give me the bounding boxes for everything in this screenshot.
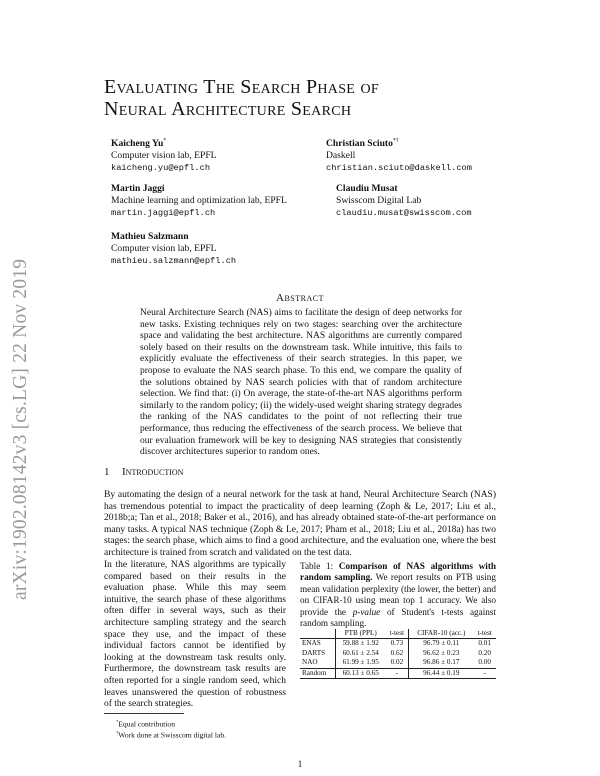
table-cell: 0.73 [390,639,404,648]
footnote-text: Equal contribution [118,719,176,729]
table-caption [300,561,496,629]
footnote-text: Work done at Swisscom digital lab. [118,730,227,740]
author-email[interactable]: kaicheng.yu@epfl.ch [111,163,211,174]
table-row [300,649,496,658]
title-line-2: Neural Architecture Search [104,98,352,120]
table-caption-italic: p-value [352,606,381,617]
table-cell: 96.62 ± 0.23 [409,649,474,658]
table-cell: - [473,668,496,678]
table-cell: 0.00 [478,658,491,667]
author-name: Claudiu Musat [336,183,398,194]
table-cell: 0.62 [390,648,404,657]
author-block-5 [111,231,236,267]
table-caption-text-end: of Student's t-tests against random sampling. [300,606,496,629]
table-cell: 61.99 ± 1.95 [335,658,385,668]
table-caption-label: Table 1: [300,561,334,571]
author-block-1 [111,135,217,174]
author-block-4 [336,183,472,219]
intro-paragraph-2: In the literature, NAS algorithms are typically compared based on their results in the evaluation phase. While this may seem intuitive, the search phase of these algorithms often differ in several ways, such as their architecture sampling strategy and the search space they use, and the impact of these individual factors cannot be identified by looking at the downstream task results only. Furthermore, the downstream task results are often reported for a single random seed, which leaves unanswered the question of robustness of the search strategies. [104,560,286,710]
author-name: Kaicheng Yu [111,138,164,150]
section-number: 1 [104,466,110,478]
author-email[interactable]: christian.sciuto@daskell.com [326,163,472,174]
table-cell: - [386,668,409,678]
table-cell: 0.20 [478,648,491,657]
table-cell: 60.13 ± 0.65 [335,668,385,678]
table-cell: 96.44 ± 0.19 [409,668,474,678]
author-email[interactable]: claudiu.musat@swisscom.com [336,208,472,218]
footnote-mark: † [116,730,119,735]
table-cell: 0.01 [478,639,491,648]
table-cell: DARTS [302,648,326,657]
abstract-heading: Abstract [276,292,324,304]
section-heading [104,466,183,478]
author-block-2 [326,135,472,174]
author-email[interactable]: mathieu.salzmann@epfl.ch [111,256,237,266]
author-affiliation: Computer vision lab, EPFL [111,243,217,254]
author-name: Mathieu Salzmann [111,231,189,242]
author-affiliation: Computer vision lab, EPFL [111,150,217,162]
author-block-3 [111,183,287,219]
table-cell: Random [300,668,335,678]
table-cell: 60.61 ± 2.54 [335,649,385,658]
table-caption-text: We report results on PTB using mean validation perplexity (the lower, the better) and on CIFAR-10 using mean top 1 accuracy. We also provide the [300,572,496,617]
author-affiliation: Machine learning and optimization lab, EPFL [111,195,287,206]
table-header: t-test [473,629,496,639]
table-header: CIFAR-10 (acc.) [409,629,474,639]
table-header-row [300,629,496,639]
results-table [300,629,496,679]
author-name: Martin Jaggi [111,183,165,194]
table-row-random [300,668,496,678]
table-header-empty [300,629,335,639]
abstract-text: Neural Architecture Search (NAS) aims to facilitate the design of deep networks for new tasks. Existing techniques rely on two stages: searching over the architecture space and validating the best architecture. NAS algorithms are currently compared solely based on their results on the downstream task. While intuitive, this fails to explicitly evaluate the effectiveness of their search strategies. In this paper, we propose to evaluate the NAS search phase. To this end, we compare the quality of the solutions obtained by NAS search policies with that of random architecture selection. We find that: (i) On average, the state-of-the-art NAS algorithms perform similarly to the random policy; (ii) the widely-used weight sharing strategy degrades the ranking of the NAS candidates to the point of not reflecting their true performance, thus reducing the effectiveness of the search process. We believe that our evaluation framework will be key to designing NAS strategies that consistently discover architectures superior to random ones. [140,308,462,458]
page-number: 1 [297,760,303,770]
table-cell: 59.88 ± 1.92 [335,639,385,649]
paper-title [104,76,379,120]
table-row [300,639,496,649]
table-cell: NAO [302,658,318,667]
author-email[interactable]: martin.jaggi@epfl.ch [111,208,216,218]
author-affiliation: Swisscom Digital Lab [336,195,422,206]
arxiv-identifier: arXiv:1902.08142v3 [cs.LG] 22 Nov 2019 [10,258,31,600]
intro-paragraph-1: By automating the design of a neural network for the task at hand, Neural Architecture Search (NAS) has tremendous potential to impact the practicality of deep learning (Zoph & Le, 2017; Liu et al., 2018b;a; Tan et al., 2018; Baker et al., 2016), and has already obtained state-of-the-art performance on many tasks. A typical NAS technique (Zoph & Le, 2017; Pham et al., 2018; Liu et al., 2018a) has two stages: the search phase, which aims to find a good architecture, and the evaluation one, where the best architecture is trained from scratch and validated on the test data. [104,490,496,558]
table-row [300,658,496,668]
title-line-1: Evaluating The Search Phase of [104,76,379,98]
author-affiliation: Daskell [326,150,356,162]
table-cell: 96.79 ± 0.11 [409,639,474,649]
table-header: t-test [386,629,409,639]
table-header: PTB (PPL) [335,629,385,639]
footnote-mark: * [116,719,119,724]
table-caption-title: Comparison of NAS algorithms with random sampling. [300,561,497,583]
table-cell: ENAS [302,639,321,648]
footnote-divider [104,713,184,714]
author-mark: * [163,138,167,144]
section-title: Introduction [122,466,184,478]
table-cell: 96.86 ± 0.17 [409,658,474,668]
author-name: Christian Sciuto [326,138,393,150]
footnote-2 [116,728,226,741]
table-cell: 0.02 [390,658,404,667]
author-mark: *† [392,138,399,144]
